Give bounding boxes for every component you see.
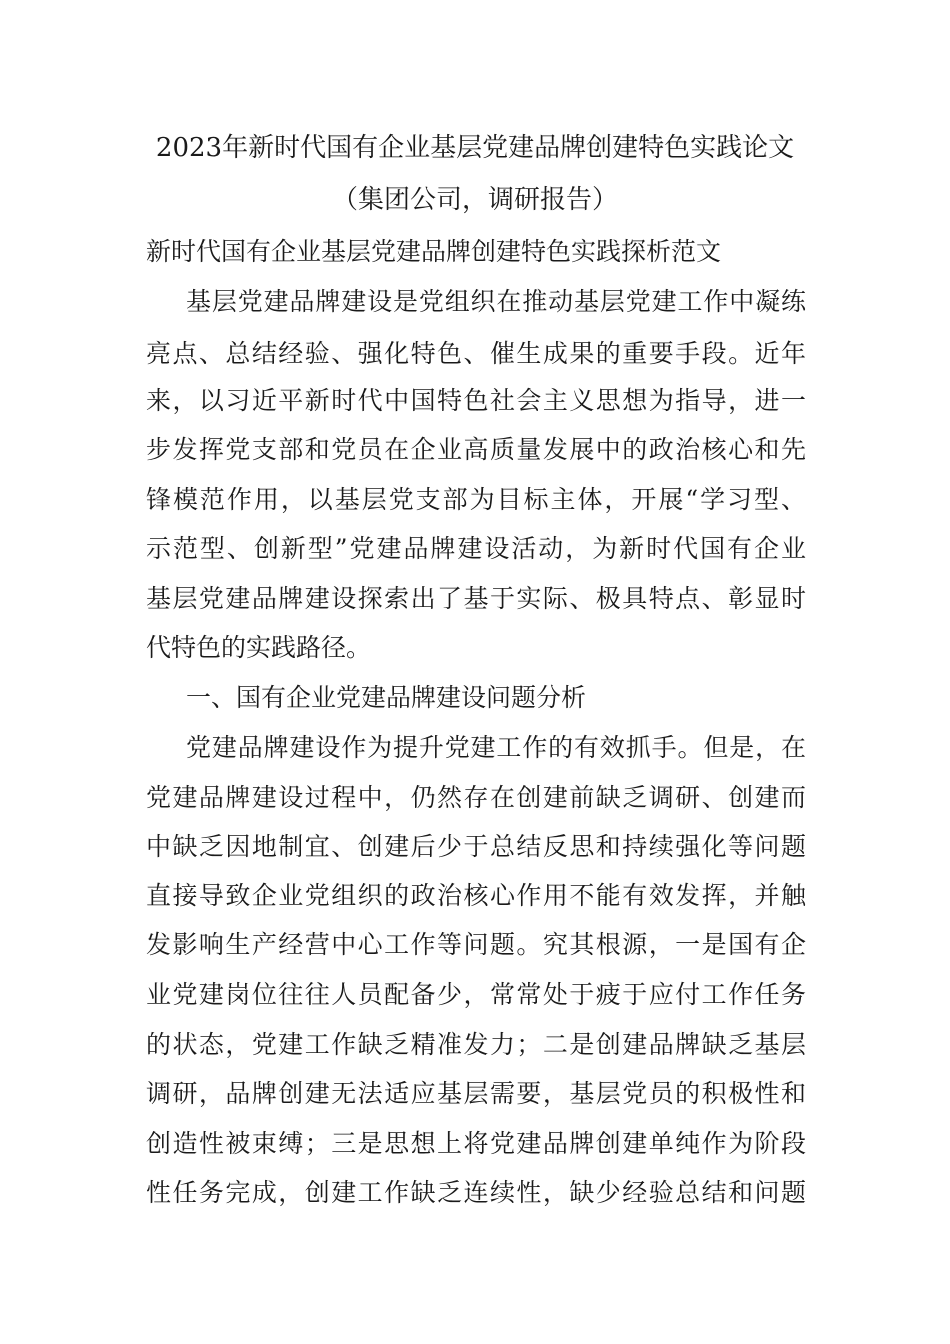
paragraph-line: 代特色的实践路径。 xyxy=(146,633,372,662)
paragraph-line: 步发挥党支部和党员在企业高质量发展中的政治核心和先 xyxy=(146,435,806,464)
paragraph-line: 来，以习近平新时代中国特色社会主义思想为指导，进一 xyxy=(146,386,806,415)
document-title: 2023年新时代国有企业基层党建品牌创建特色实践论文 xyxy=(155,133,795,163)
paragraph-line: 中缺乏因地制宜、创建后少于总结反思和持续强化等问题 xyxy=(146,832,806,861)
paragraph-line: 发影响生产经营中心工作等问题。究其根源，一是国有企 xyxy=(146,930,806,959)
document-subtitle: （集团公司，调研报告） xyxy=(331,185,618,215)
paragraph-line: 创造性被束缚；三是思想上将党建品牌创建单纯作为阶段 xyxy=(146,1129,806,1158)
paragraph-line: 调研，品牌创建无法适应基层需要，基层党员的积极性和 xyxy=(146,1079,806,1108)
paragraph-line: 基层党建品牌建设是党组织在推动基层党建工作中凝练 xyxy=(186,287,806,316)
paragraph-line: 直接导致企业党组织的政治核心作用不能有效发挥，并触 xyxy=(146,881,806,910)
paragraph-line: 基层党建品牌建设探索出了基于实际、极具特点、彰显时 xyxy=(146,584,806,613)
paragraph-line: 锋模范作用，以基层党支部为目标主体，开展“学习型、 xyxy=(146,485,806,514)
paragraph-line: 示范型、创新型”党建品牌建设活动，为新时代国有企业 xyxy=(146,534,806,563)
paragraph-line: 的状态，党建工作缺乏精准发力；二是创建品牌缺乏基层 xyxy=(146,1030,806,1059)
paragraph-line: 党建品牌建设过程中，仍然存在创建前缺乏调研、创建而 xyxy=(146,783,806,812)
paragraph-line: 业党建岗位往往人员配备少，常常处于疲于应付工作任务 xyxy=(146,980,806,1009)
section-1-heading: 一、国有企业党建品牌建设问题分析 xyxy=(186,683,587,712)
document-heading: 新时代国有企业基层党建品牌创建特色实践探析范文 xyxy=(146,237,722,266)
paragraph-line: 党建品牌建设作为提升党建工作的有效抓手。但是，在 xyxy=(186,733,806,762)
paragraph-line: 亮点、总结经验、强化特色、催生成果的重要手段。近年 xyxy=(146,339,806,368)
paragraph-line: 性任务完成，创建工作缺乏连续性，缺少经验总结和问题 xyxy=(146,1178,806,1207)
